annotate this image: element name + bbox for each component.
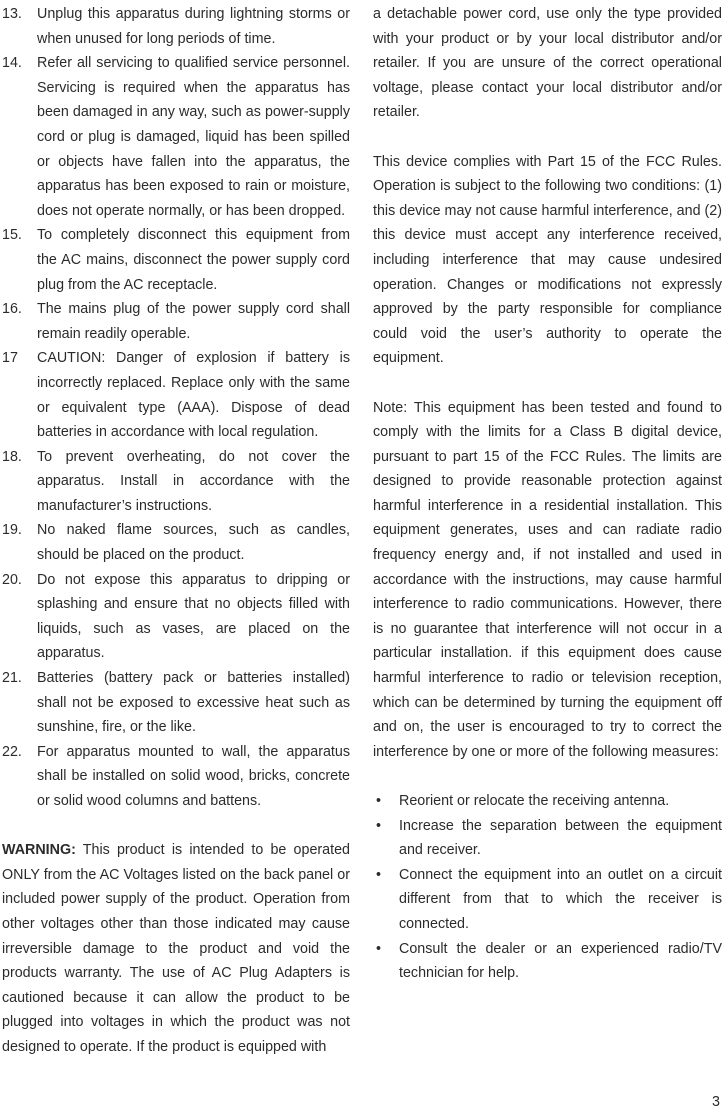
measures-list bbox=[373, 789, 722, 986]
item-text: CAUTION: Danger of explosion if battery is incorrectly replaced. Replace only with the same or equivalent type (AAA). Dispose of dead batteries in accordance with local regulation. bbox=[37, 350, 350, 441]
item-number: 21. bbox=[2, 670, 22, 687]
list-item bbox=[373, 863, 722, 937]
item-text: To completely disconnect this equipment from the AC mains, disconnect the power supply cord plug from the AC receptacle. bbox=[37, 227, 350, 293]
bullet-text: Connect the equipment into an outlet on a circuit different from that to which the receiver is connected. bbox=[399, 866, 722, 932]
list-item bbox=[2, 445, 350, 519]
item-text: To prevent overheating, do not cover the apparatus. Install in accordance with the manufacturer’s instructions. bbox=[37, 448, 350, 514]
item-text: Refer all servicing to qualified service personnel. Servicing is required when the apparatus has been damaged in any way, such as power-supply cord or plug is damaged, liquid has been spilled or objects have fallen into the apparatus, the apparatus has been exposed to rain or moisture, does not operate normally, or has been dropped. bbox=[37, 55, 350, 219]
item-number: 16. bbox=[2, 301, 22, 318]
item-text: Batteries (battery pack or batteries installed) shall not be exposed to excessive heat such as sunshine, fire, or the like. bbox=[37, 670, 350, 736]
list-item bbox=[2, 297, 350, 346]
warning-paragraph bbox=[2, 838, 350, 1059]
bullet-icon: • bbox=[376, 866, 382, 883]
continuation-paragraph: a detachable power cord, use only the type provided with your product or by your local distributor and/or retailer. If you are unsure of the correct operational voltage, please contact your local distributor and/or retailer. bbox=[373, 6, 722, 121]
list-item bbox=[2, 518, 350, 567]
bullet-text: Increase the separation between the equipment and receiver. bbox=[399, 817, 722, 859]
list-item bbox=[2, 346, 350, 444]
list-item bbox=[373, 937, 722, 986]
bullet-text: Reorient or relocate the receiving antenna. bbox=[399, 793, 670, 809]
item-number: 13. bbox=[2, 6, 22, 22]
item-text: Unplug this apparatus during lightning storms or when unused for long periods of time. bbox=[37, 6, 350, 47]
item-text: For apparatus mounted to wall, the apparatus shall be installed on solid wood, bricks, concrete or solid wood columns and battens. bbox=[37, 743, 350, 809]
warning-text: This product is intended to be operated ONLY from the AC Voltages listed on the back panel or included power supply of the product. Operation from other voltages other than those indicated may cause irreversible damage to the product and void the products warranty. The use of AC Plug Adapters is cautioned because it can allow the product to be plugged into voltages in which the product was not designed to operate. If the product is equipped with bbox=[2, 842, 350, 1055]
item-number: 14. bbox=[2, 55, 22, 72]
bullet-icon: • bbox=[376, 817, 382, 834]
spacer bbox=[2, 814, 350, 839]
list-item bbox=[2, 568, 350, 666]
item-text: The mains plug of the power supply cord shall remain readily operable. bbox=[37, 301, 350, 342]
item-number: 18. bbox=[2, 448, 22, 465]
spacer bbox=[373, 125, 722, 150]
page-number: 3 bbox=[712, 1094, 720, 1110]
item-number: 15. bbox=[2, 227, 22, 244]
item-text: No naked flame sources, such as candles, should be placed on the product. bbox=[37, 522, 350, 564]
list-item bbox=[373, 789, 722, 814]
spacer bbox=[373, 764, 722, 789]
bullet-text: Consult the dealer or an experienced radio/TV technician for help. bbox=[399, 940, 722, 982]
item-number: 17 bbox=[2, 350, 18, 367]
bullet-icon: • bbox=[376, 940, 382, 957]
item-text: Do not expose this apparatus to dripping or splashing and ensure that no objects filled with liquids, such as vases, are placed on the apparatus. bbox=[37, 571, 350, 662]
list-item bbox=[2, 51, 350, 223]
bullet-icon: • bbox=[376, 793, 382, 809]
left-column bbox=[2, 2, 350, 1060]
list-item bbox=[2, 2, 350, 51]
item-number: 20. bbox=[2, 571, 22, 588]
list-item bbox=[2, 666, 350, 740]
fcc-note-paragraph: Note: This equipment has been tested and found to comply with the limits for a Class B digital device, pursuant to part 15 of the FCC Rules. The limits are designed to provide reasonable protection against harmful interference in a residential installation. This equipment generates, uses and can radiate radio frequency energy and, if not installed and used in accordance with the instructions, may cause harmful interference to radio communications. However, there is no guarantee that interference will not occur in a particular installation. if this equipment does cause harmful interference to radio or television reception, which can be determined by turning the equipment off and on, the user is encouraged to try to correct the interference by one or more of the following measures: bbox=[373, 399, 722, 760]
list-item bbox=[2, 223, 350, 297]
list-item bbox=[373, 814, 722, 863]
right-column bbox=[373, 2, 722, 986]
fcc-compliance-paragraph: This device complies with Part 15 of the FCC Rules. Operation is subject to the following two conditions: (1) this device may not cause harmful interference, and (2) this device must accept any interference received, including interference that may cause undesired operation. Changes or modifications not expressly approved by the party responsible for compliance could void the user’s authority to operate the equipment. bbox=[373, 153, 722, 367]
spacer bbox=[373, 371, 722, 396]
warning-label: WARNING: bbox=[2, 842, 76, 859]
list-item bbox=[2, 740, 350, 814]
item-number: 19. bbox=[2, 522, 22, 539]
item-number: 22. bbox=[2, 743, 22, 760]
